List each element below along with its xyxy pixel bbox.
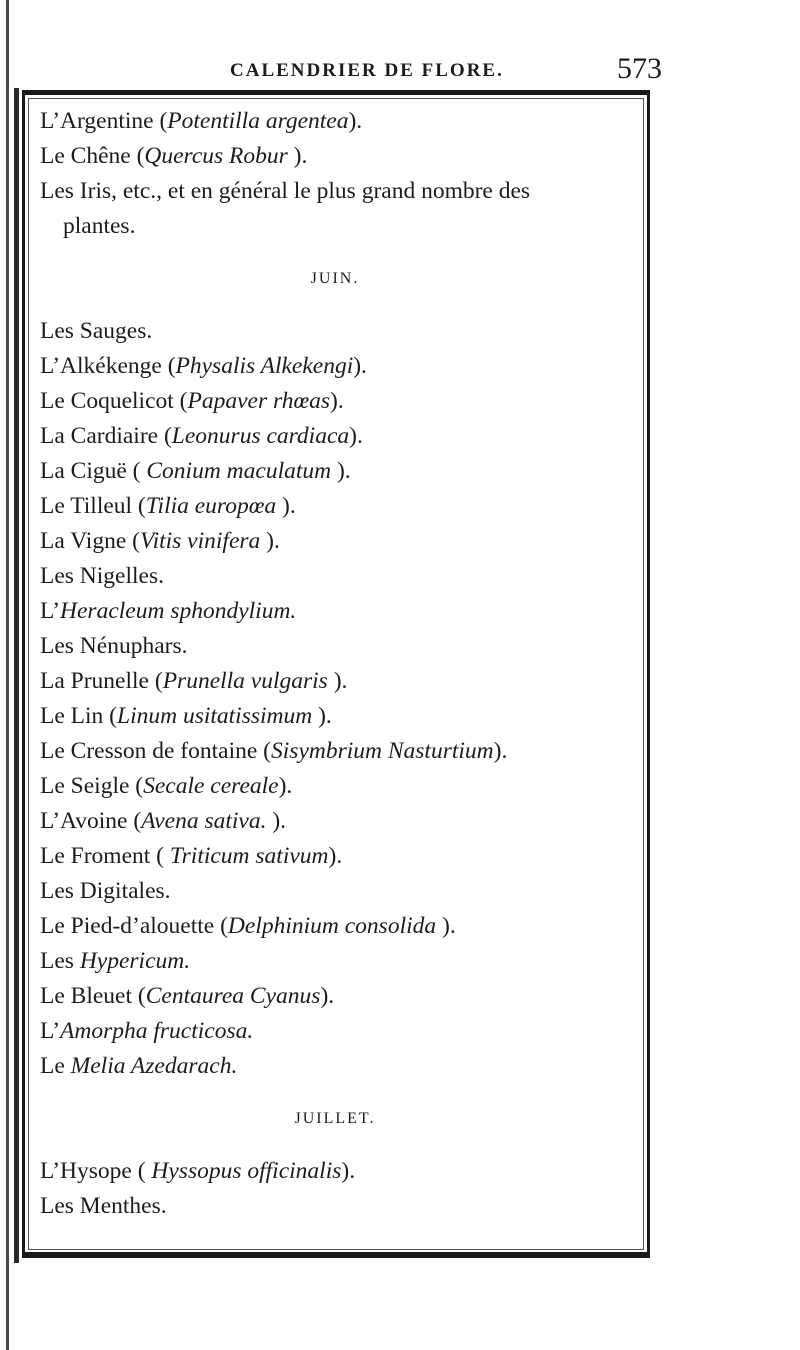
latin-name: Delphinium consolida xyxy=(227,913,437,939)
entry-line xyxy=(40,174,650,209)
latin-name: Conium maculatum xyxy=(146,458,332,484)
entry-line xyxy=(40,769,650,804)
latin-name: Amorpha fructicosa. xyxy=(60,1018,254,1044)
punctuation: ). xyxy=(266,808,287,834)
month-heading-june: JUIN. xyxy=(310,270,360,287)
entry-line xyxy=(40,524,650,559)
entry-line xyxy=(40,1154,650,1189)
section-june xyxy=(40,314,650,1084)
common-name: Le Chêne ( xyxy=(40,143,145,169)
entry-line xyxy=(40,559,650,594)
punctuation: ). xyxy=(331,458,351,484)
common-name: Les xyxy=(40,948,80,974)
latin-name: Vitis vinifera xyxy=(139,528,261,554)
latin-name: Hypericum. xyxy=(79,948,191,974)
entry-line xyxy=(40,209,650,244)
latin-name: Avena sativa. xyxy=(141,808,267,834)
latin-name: Prunella vulgaris xyxy=(162,668,328,694)
common-name: Le Bleuet ( xyxy=(40,983,146,1009)
latin-name: Potentilla argentea xyxy=(167,108,349,134)
entry-line xyxy=(40,314,650,349)
latin-name: Leonurus cardiaca xyxy=(171,423,350,449)
entry-line xyxy=(40,594,650,629)
punctuation: ). xyxy=(276,493,296,519)
entry-line xyxy=(40,874,650,909)
month-heading-july: JUILLET. xyxy=(294,1110,376,1127)
common-name: L’Avoine ( xyxy=(40,808,142,834)
entry-line xyxy=(40,1014,650,1049)
entry-line xyxy=(40,349,650,384)
latin-name: Triticum sativum xyxy=(169,843,329,869)
common-name: plantes. xyxy=(63,213,136,239)
common-name: La Ciguë ( xyxy=(40,458,147,484)
punctuation: ). xyxy=(353,353,367,379)
common-name: La Cardiaire ( xyxy=(40,423,172,449)
common-name: L’Argentine ( xyxy=(40,108,168,134)
common-name: Les Digitales. xyxy=(40,878,171,904)
latin-name: Hyssopus officinalis xyxy=(151,1158,342,1184)
punctuation: ). xyxy=(327,668,348,694)
common-name: Le Coquelicot ( xyxy=(40,388,188,414)
latin-name: Tilia europœa xyxy=(145,493,277,519)
entry-line xyxy=(40,734,650,769)
entry-line xyxy=(40,454,650,489)
punctuation: ). xyxy=(328,843,343,869)
entry-line xyxy=(40,944,650,979)
punctuation: ). xyxy=(493,738,508,764)
binding-rule xyxy=(14,88,19,1263)
common-name: L’ xyxy=(40,598,61,624)
entry-line xyxy=(40,1049,650,1084)
punctuation: ). xyxy=(320,983,335,1009)
entry-line xyxy=(40,1189,650,1224)
entry-line xyxy=(40,804,650,839)
latin-name: Melia Azedarach. xyxy=(70,1053,238,1079)
common-name: Le Seigle ( xyxy=(40,773,144,799)
common-name: Les Sauges. xyxy=(40,318,153,344)
entry-line xyxy=(40,419,650,454)
entry-line xyxy=(40,839,650,874)
common-name: Le Froment ( xyxy=(40,843,170,869)
page-edge-rule xyxy=(6,0,9,1350)
punctuation: ). xyxy=(341,1158,356,1184)
punctuation: ). xyxy=(330,388,344,414)
entry-line xyxy=(40,139,650,174)
common-name: Les Menthes. xyxy=(40,1193,167,1219)
latin-name: Heracleum sphondylium. xyxy=(60,598,297,624)
common-name: L’ xyxy=(40,1018,61,1044)
common-name: Le Lin ( xyxy=(40,703,117,729)
latin-name: Physalis Alkekengi xyxy=(175,353,354,379)
page-content xyxy=(40,104,650,1224)
common-name: La Vigne ( xyxy=(40,528,140,554)
latin-name: Quercus Robur xyxy=(144,143,288,169)
common-name: Les Iris, etc., et en général le plus grand nombre des xyxy=(40,178,531,204)
latin-name: Sisymbrium Nasturtium xyxy=(271,738,494,764)
running-title: CALENDRIER DE FLORE. xyxy=(230,60,504,81)
entry-line xyxy=(40,664,650,699)
page-number: 573 xyxy=(617,52,662,85)
latin-name: Linum usitatissimum xyxy=(117,703,313,729)
common-name: Les Nigelles. xyxy=(40,563,164,589)
latin-name: Centaurea Cyanus xyxy=(145,983,321,1009)
entry-line xyxy=(40,384,650,419)
entry-line xyxy=(40,104,650,139)
common-name: Le Cresson de fontaine ( xyxy=(40,738,272,764)
common-name: La Prunelle ( xyxy=(40,668,163,694)
punctuation: ). xyxy=(349,423,363,449)
punctuation: ). xyxy=(287,143,308,169)
latin-name: Secale cereale xyxy=(143,773,279,799)
punctuation: ). xyxy=(348,108,363,134)
punctuation: ). xyxy=(312,703,332,729)
section-may-continued xyxy=(40,104,650,244)
entry-line xyxy=(40,699,650,734)
punctuation: ). xyxy=(260,528,280,554)
common-name: Le Tilleul ( xyxy=(40,493,146,519)
section-july xyxy=(40,1154,650,1224)
punctuation: ). xyxy=(278,773,293,799)
entry-line xyxy=(40,979,650,1014)
entry-line xyxy=(40,489,650,524)
punctuation: ). xyxy=(436,913,456,939)
entry-line xyxy=(40,629,650,664)
common-name: L’Alkékenge ( xyxy=(40,353,176,379)
common-name: L’Hysope ( xyxy=(40,1158,152,1184)
common-name: Les Nénuphars. xyxy=(40,633,188,659)
common-name: Le Pied-d’alouette ( xyxy=(40,913,228,939)
entry-line xyxy=(40,909,650,944)
latin-name: Papaver rhœas xyxy=(187,388,331,414)
common-name: Le xyxy=(40,1053,71,1079)
